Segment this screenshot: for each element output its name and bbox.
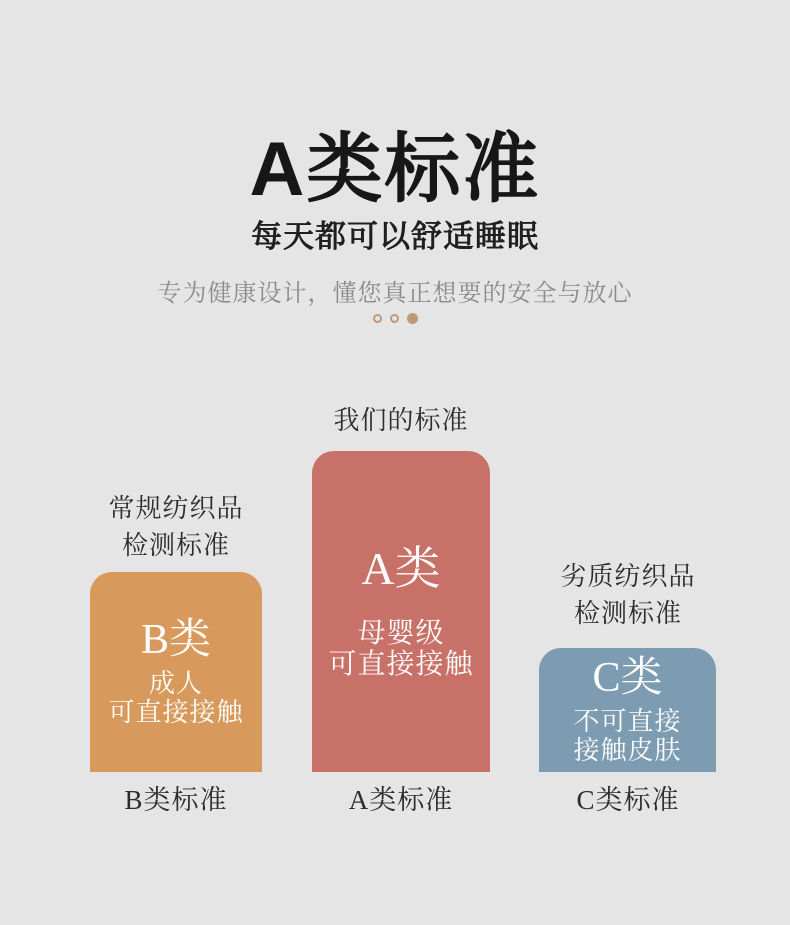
bar-b-desc-line1: 成人 — [148, 669, 203, 698]
bar-a-name: A类 — [361, 542, 441, 594]
dot-outline-icon — [390, 314, 399, 323]
dot-filled-icon — [407, 313, 418, 324]
bar-c-name: C类 — [592, 655, 663, 701]
bar-b-annotation-line2: 检测标准 — [121, 531, 230, 560]
dot-outline-icon — [373, 314, 382, 323]
bar-c-annotation — [508, 558, 748, 632]
bar-a-desc-line2: 可直接接触 — [328, 648, 474, 680]
page-tagline: 专为健康设计，懂您真正想要的安全与放心 — [157, 280, 633, 307]
bar-a-annotation — [281, 402, 521, 439]
bar-b-category-label: B类标准 — [124, 785, 228, 815]
bar-c-annotation-line2: 检测标准 — [573, 599, 682, 628]
bar-b-annotation-line1: 常规纺织品 — [108, 494, 244, 523]
bar-c-desc-line2: 接触皮肤 — [573, 736, 682, 765]
bar-c-category-label: C类标准 — [576, 785, 680, 815]
bar-c-annotation-line1: 劣质纺织品 — [560, 562, 696, 591]
bar-a-annotation-line1: 我们的标准 — [333, 406, 469, 435]
page-title: A类标准 — [249, 127, 541, 212]
bar-class-b — [90, 572, 262, 772]
bar-c-desc-line1: 不可直接 — [573, 707, 682, 736]
bar-class-c — [539, 648, 716, 772]
bar-b-desc-line2: 可直接接触 — [108, 698, 244, 727]
carousel-dots — [0, 313, 790, 324]
bar-b-name: B类 — [140, 617, 211, 663]
page-subtitle: 每天都可以舒适睡眠 — [251, 219, 539, 254]
bar-a-category-label: A类标准 — [348, 785, 454, 815]
bar-a-desc-line1: 母婴级 — [357, 617, 445, 649]
bar-b-annotation — [56, 490, 296, 564]
bar-class-a — [312, 451, 490, 772]
